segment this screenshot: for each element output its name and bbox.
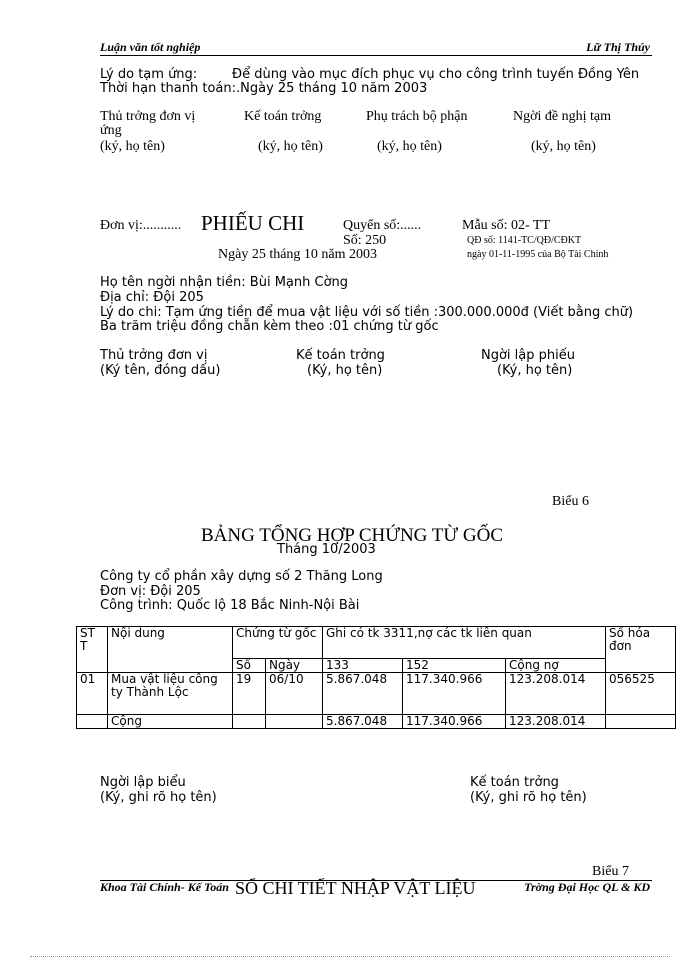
- cell-133: 5.867.048: [323, 673, 403, 715]
- voucher-book-no: Quyển số:......: [343, 218, 422, 233]
- cell-sum-152: 117.340.966: [403, 715, 506, 729]
- summary-unit: Đơn vị: Đội 205: [100, 584, 201, 599]
- next-title: SỔ CHI TIẾT NHẬP VẬT LIỆU: [235, 878, 476, 898]
- page-bottom-dots: [30, 956, 670, 957]
- table-header-row: [77, 627, 676, 659]
- advance-sig2-title: Kế toán trởng: [244, 109, 322, 124]
- header-no: Số: [233, 659, 266, 673]
- voucher-sig1-title: Thủ trởng đơn vị: [100, 348, 208, 363]
- header-152: 152: [403, 659, 506, 673]
- voucher-number: Số: 250: [343, 233, 387, 248]
- cell-total: 123.208.014: [506, 673, 606, 715]
- summary-company: Công ty cổ phần xây dựng số 2 Thăng Long: [100, 569, 383, 584]
- cell-sum-label: Cộng: [108, 715, 233, 729]
- summary-sig1-note: (Ký, ghi rõ họ tên): [100, 790, 217, 805]
- summary-title: BẢNG TỔNG HỢP CHỨNG TỪ GỐC: [201, 525, 504, 546]
- advance-reason-label: Lý do tạm ứng:: [100, 67, 198, 82]
- voucher-receiver: Họ tên ngời nhận tiền: Bùi Mạnh Cờng: [100, 275, 349, 290]
- footer-right: Trờng Đại Học QL & KD: [524, 880, 650, 894]
- cell-152: 117.340.966: [403, 673, 506, 715]
- header-total: Cộng nợ: [506, 659, 606, 673]
- voucher-title: PHIẾU CHI: [201, 211, 305, 235]
- voucher-sig2-title: Kế toán trởng: [296, 348, 385, 363]
- advance-reason-value: Để dùng vào mục đích phục vụ cho công trình tuyến Đồng Yên: [232, 67, 640, 82]
- cell-no: 19: [233, 673, 266, 715]
- header-right: Lữ Thị Thúy: [586, 40, 650, 54]
- header-date: Ngày: [266, 659, 323, 673]
- cell-sum-133: 5.867.048: [323, 715, 403, 729]
- cell-sum-total: 123.208.014: [506, 715, 606, 729]
- voucher-decision-date: ngày 01-11-1995 của Bộ Tài Chính: [467, 249, 609, 260]
- advance-sig3-title: Phụ trách bộ phận: [366, 109, 468, 124]
- summary-sig2-title: Kế toán trởng: [470, 775, 559, 790]
- advance-sig2-note: (ký, họ tên): [258, 139, 323, 154]
- table-total-row: [77, 715, 676, 729]
- advance-sig4-title-cont: ứng: [100, 123, 122, 138]
- advance-sig4-title: Ngời đề nghị tạm: [513, 109, 611, 124]
- header-invoice: Số hóa đơn: [606, 627, 676, 673]
- header-rule: [100, 55, 652, 56]
- cell-stt: 01: [77, 673, 108, 715]
- header-credit: Ghi có tk 3311,nợ các tk liên quan: [323, 627, 606, 659]
- voucher-amount-words: Ba trăm triệu đồng chẵn kèm theo :01 chứng từ gốc: [100, 319, 439, 334]
- voucher-date: Ngày 25 tháng 10 năm 2003: [218, 247, 378, 262]
- voucher-sig3-title: Ngời lập phiếu: [481, 348, 575, 363]
- voucher-unit: Đơn vị:...........: [100, 218, 182, 233]
- table-row: [77, 673, 676, 715]
- voucher-sig1-note: (Ký tên, đóng dấu): [100, 363, 221, 378]
- cell-invoice: 056525: [606, 673, 676, 715]
- voucher-sig3-note: (Ký, họ tên): [497, 363, 573, 378]
- footer-left: Khoa Tài Chính- Kế Toán: [100, 880, 229, 894]
- advance-sig1-title: Thủ trởng đơn vị: [100, 109, 196, 124]
- cell-date: 06/10: [266, 673, 323, 715]
- voucher-decision: QĐ số: 1141-TC/QĐ/CĐKT: [467, 235, 582, 246]
- advance-deadline: Thời hạn thanh toán:.Ngày 25 tháng 10 năm 2003: [100, 81, 428, 96]
- header-doc: Chứng từ gốc: [233, 627, 323, 659]
- next-label: Biểu 7: [592, 864, 629, 879]
- advance-sig3-note: (ký, họ tên): [377, 139, 442, 154]
- voucher-address: Địa chỉ: Đội 205: [100, 290, 204, 305]
- header-content: Nội dung: [108, 627, 233, 673]
- cell-content: Mua vật liệu công ty Thành Lộc: [108, 673, 233, 715]
- summary-sig2-note: (Ký, ghi rõ họ tên): [470, 790, 587, 805]
- header-stt: ST T: [77, 627, 108, 673]
- summary-table: [76, 626, 676, 729]
- summary-month: Tháng 10/2003: [277, 542, 376, 557]
- voucher-reason: Lý do chi: Tạm ứng tiền để mua vật liệu với số tiền :300.000.000đ (Viết bằng chữ): [100, 305, 634, 320]
- summary-sig1-title: Ngời lập biểu: [100, 775, 186, 790]
- voucher-sig2-note: (Ký, họ tên): [307, 363, 383, 378]
- advance-sig4-note: (ký, họ tên): [531, 139, 596, 154]
- voucher-form-no: Mẫu số: 02- TT: [462, 218, 551, 233]
- header-133: 133: [323, 659, 403, 673]
- summary-project: Công trình: Quốc lộ 18 Bắc Ninh-Nội Bài: [100, 598, 360, 613]
- header-left: Luận văn tốt nghiệp: [100, 40, 201, 54]
- advance-sig1-note: (ký, họ tên): [100, 139, 165, 154]
- summary-label: Biểu 6: [552, 494, 589, 509]
